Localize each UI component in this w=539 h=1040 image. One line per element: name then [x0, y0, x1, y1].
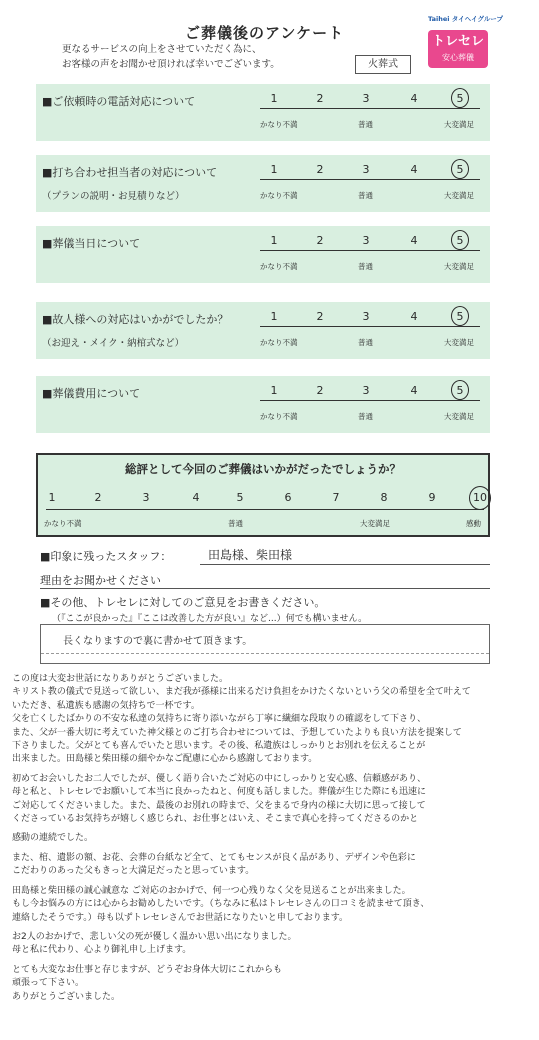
scale-number-4[interactable]: 4 [410, 163, 418, 176]
anchor-high: 大変満足 [444, 412, 474, 421]
scale-number-3[interactable]: 3 [362, 310, 370, 323]
scale-number-2[interactable]: 2 [316, 163, 324, 176]
overall-scale-line [46, 509, 484, 510]
overall-number-2[interactable]: 2 [94, 491, 102, 504]
overall-anchor-high: 大変満足 [360, 519, 390, 528]
scale-number-2[interactable]: 2 [316, 92, 324, 105]
overall-number-6[interactable]: 6 [284, 491, 292, 504]
comment-line: 父を亡くしたばかりの不安な私達の気持ちに寄り添いながら丁寧に繊細な段取りの確認をして下さり、 [12, 714, 427, 725]
intro-line-2: お客様の声をお聞かせ頂ければ幸いでございます。 [62, 59, 280, 70]
comment-line: 田島様と柴田様の誠心誠意な ご対応のおかげで、何一つ心残りなく父を見送ることが出来ました。 [12, 885, 411, 896]
comment-line: また、棺、遺影の額、お花、会葬の台紙など全て、とてもセンスが良く品があり、デザインや色彩に [12, 852, 416, 863]
scale-number-1[interactable]: 1 [270, 310, 278, 323]
overall-rating-block [36, 453, 490, 537]
comment-box [40, 624, 490, 664]
comment-line: 出来ました。田島様と柴田様の細やかなご配慮に心から感謝しております。 [12, 754, 318, 765]
comment-line: お2人のおかげで、悲しい父の死が優しく温かい思い出になりました。 [12, 931, 297, 942]
scale-number-5[interactable]: 5 [456, 163, 464, 176]
reason-underline [40, 588, 490, 589]
scale-number-3[interactable]: 3 [362, 384, 370, 397]
selected-rating-circle [451, 306, 469, 326]
anchor-mid: 普通 [358, 262, 373, 271]
scale-number-4[interactable]: 4 [410, 234, 418, 247]
comment-line: 感動の連続でした。 [12, 833, 94, 844]
scale-number-1[interactable]: 1 [270, 163, 278, 176]
overall-anchor-top: 感動 [466, 519, 481, 528]
question-label: ■葬儀当日について [42, 237, 141, 250]
overall-number-3[interactable]: 3 [142, 491, 150, 504]
comment-line: 下さりました。父がとても喜んでいたと思います。その後、私遺族はしっかりとお別れを伝えることが [12, 741, 426, 752]
logo-main-text: トレセレ [431, 34, 484, 49]
comment-line: 初めてお会いしたお二人でしたが、優しく語り合いたご対応の中にしっかりと安心感、信頼感があり、 [12, 773, 427, 784]
comment-line: 母と私と、トレセレでお願いして本当に良かったねと、何度も話しました。葬儀が生じた際にも迅速に [12, 787, 427, 798]
comment-line: ありがとうございました。 [12, 991, 121, 1002]
survey-title: ご葬儀後のアンケート [185, 24, 345, 42]
scale-number-5[interactable]: 5 [456, 92, 464, 105]
scale-number-2[interactable]: 2 [316, 310, 324, 323]
question-label: ■葬儀費用について [42, 387, 141, 400]
overall-number-10[interactable]: 10 [473, 491, 487, 504]
anchor-mid: 普通 [358, 338, 373, 347]
scale-number-1[interactable]: 1 [270, 92, 278, 105]
scale-number-4[interactable]: 4 [410, 384, 418, 397]
selected-rating-circle [451, 159, 469, 179]
scale-number-5[interactable]: 5 [456, 384, 464, 397]
scale-number-5[interactable]: 5 [456, 234, 464, 247]
question-label: ■ご依頼時の電話対応について [42, 95, 196, 108]
anchor-low: かなり不満 [260, 338, 298, 347]
question-block-3 [36, 226, 490, 283]
question-block-2 [36, 155, 490, 212]
question-block-1 [36, 84, 490, 141]
anchor-mid: 普通 [358, 412, 373, 421]
scale-line [260, 250, 480, 251]
brand-group-label: Taihei タイヘイグループ [428, 15, 503, 23]
scale-number-4[interactable]: 4 [410, 310, 418, 323]
comment-line: もし今お悩みの方には心からお勧めしたいです。（ちなみに私はトレセレさんの口コミを読ませて頂き、 [12, 899, 430, 910]
comment-line: くださっているお気持ちが嬉しく感じられ、お仕事とはいえ、そこまで真心を持ってくださるのかと [12, 814, 419, 825]
question-sublabel: （プランの説明・お見積りなど） [42, 191, 185, 202]
staff-label: ■印象に残ったスタッフ： [40, 550, 172, 563]
anchor-low: かなり不満 [260, 120, 298, 129]
comment-box-rule [41, 653, 489, 654]
comment-line: とても大変なお仕事と存じますが、どうぞお身体大切にこれからも [12, 964, 283, 975]
anchor-high: 大変満足 [444, 120, 474, 129]
anchor-low: かなり不満 [260, 412, 298, 421]
comment-line: こだわりのあった父もきっと大満足だったと思っています。 [12, 866, 255, 877]
survey-intro [62, 42, 280, 72]
scale-number-3[interactable]: 3 [362, 92, 370, 105]
scale-number-5[interactable]: 5 [456, 310, 464, 323]
overall-number-9[interactable]: 9 [428, 491, 436, 504]
overall-number-8[interactable]: 8 [380, 491, 388, 504]
staff-underline [200, 564, 490, 565]
anchor-low: かなり不満 [260, 262, 298, 271]
question-sublabel: （お迎え・メイク・納棺式など） [42, 338, 185, 349]
selected-rating-circle [451, 380, 469, 400]
anchor-low: かなり不満 [260, 191, 298, 200]
overall-number-1[interactable]: 1 [48, 491, 56, 504]
overall-question: 総評として今回のご葬儀はいかがだったでしょうか？ [125, 462, 401, 476]
scale-line [260, 326, 480, 327]
comment-line: この度は大変お世話になりありがとうございました。 [12, 674, 229, 684]
comment-line: ご対応してくださいました。また、最後のお別れの時まで、父をまるで身内の様に大切に思って接して [12, 800, 426, 811]
overall-anchor-mid: 普通 [228, 519, 243, 528]
other-comments-label: ■その他、トレセレに対してのご意見をお書きください。 [40, 596, 326, 609]
question-block-4 [36, 302, 490, 359]
intro-line-1: 更なるサービスの向上をさせていただく為に、 [62, 44, 262, 55]
selected-rating-circle [451, 230, 469, 250]
scale-number-4[interactable]: 4 [410, 92, 418, 105]
handwritten-comments [12, 673, 532, 1004]
anchor-high: 大変満足 [444, 338, 474, 347]
staff-value: 田島様、柴田様 [208, 548, 293, 562]
comment-line: また、父が一番大切に考えていた神父様とのご打ち合わせについては、予想していたよりも良い方法を提案して [12, 727, 462, 738]
overall-selected-circle [469, 486, 491, 510]
anchor-mid: 普通 [358, 120, 373, 129]
comment-line: キリスト教の儀式で見送って欲しい、まだ我が孫様に出来るだけ負担をかけたくないという父の希望を全て叶えて [12, 687, 471, 698]
other-comments-sublabel: （『ここが良かった』『ここは改善した方が良い』など...）何でも構いません。 [52, 614, 368, 624]
brand-logo [428, 30, 488, 68]
overall-number-5[interactable]: 5 [236, 491, 244, 504]
ceremony-type-box: 火葬式 [355, 55, 411, 74]
comment-line: 母と私に代わり、心より御礼申し上げます。 [12, 945, 192, 956]
overall-number-7[interactable]: 7 [332, 491, 340, 504]
scale-number-2[interactable]: 2 [316, 234, 324, 247]
question-label: ■打ち合わせ担当者の対応について [42, 166, 218, 179]
reason-label: 理由をお聞かせください [40, 574, 161, 587]
comment-line: 連絡したそうです。）母も以ずトレセレさんでお世話になりたいと申しております。 [12, 912, 349, 923]
comment-box-text: 長くなりますので裏に書かせて頂きます。 [63, 636, 253, 647]
scale-number-1[interactable]: 1 [270, 234, 278, 247]
scale-line [260, 108, 480, 109]
comment-line: 頑張って下さい。 [12, 978, 85, 989]
comment-line: いただき、私遺族も感謝の気持ちで一杯です。 [12, 700, 200, 711]
anchor-high: 大変満足 [444, 191, 474, 200]
question-label: ■故人様への対応はいかがでしたか？ [42, 313, 229, 326]
scale-number-1[interactable]: 1 [270, 384, 278, 397]
anchor-high: 大変満足 [444, 262, 474, 271]
scale-line [260, 400, 480, 401]
question-block-5 [36, 376, 490, 433]
anchor-mid: 普通 [358, 191, 373, 200]
scale-line [260, 179, 480, 180]
overall-number-4[interactable]: 4 [192, 491, 200, 504]
selected-rating-circle [451, 88, 469, 108]
scale-number-2[interactable]: 2 [316, 384, 324, 397]
scale-number-3[interactable]: 3 [362, 234, 370, 247]
overall-anchor-low: かなり不満 [44, 519, 82, 528]
logo-sub-text: 安心葬儀 [442, 53, 474, 62]
scale-number-3[interactable]: 3 [362, 163, 370, 176]
